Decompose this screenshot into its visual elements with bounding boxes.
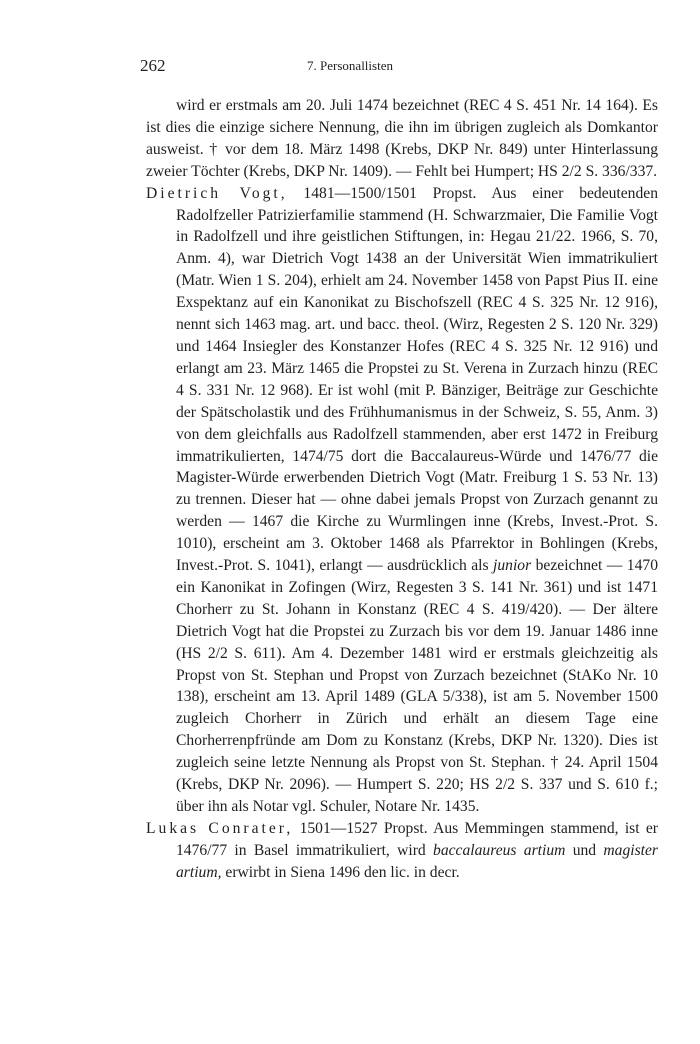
- running-title: 7. Personallisten: [307, 58, 393, 73]
- entry-lukas-conrater: [146, 818, 658, 884]
- entry-text: 1481—1500/1501 Propst. Aus einer bedeutenden Radolfzeller Patrizierfamilie stammend (H. Schwarzmaier, Die Familie Vogt in Radolfzell und ihre geistlichen Stiftungen, in: Hegau 21/22. 1966, S. 70, Anm. 4), war Dietrich Vogt 1438 an der Universität Wien immatrikuliert (Matr. Wien 1 S. 204), erhielt am 24. November 1458 von Papst Pius II. eine Exspektanz auf ein Kanonikat zu Bischofszell (REC 4 S. 325 Nr. 12 916), nennt sich 1463 mag. art. und bacc. theol. (Wirz, Regesten 2 S. 120 Nr. 329) und 1464 Insiegler des Konstanzer Hofes (REC 4 S. 325 Nr. 12 916) und erlangt am 23. März 1465 die Propstei zu St. Verena in Zurzach hinzu (REC 4 S. 331 Nr. 12 968). Er ist wohl (mit P. Bänziger, Beiträge zur Geschichte der Spätscholastik und des Frühhumanismus in der Schweiz, S. 55, Anm. 3) von dem gleichfalls aus Radolfzell stammenden, aber erst 1472 in Freiburg immatrikulierten, 1474/75 dort die Baccalaureus-Würde und 1476/77 die Magister-Würde erwerbenden Dietrich Vogt (Matr. Freiburg 1 S. 53 Nr. 13) zu trennen. Dieser hat — ohne dabei jemals Propst von Zurzach genannt zu werden — 1467 die Kirche zu Wurmlingen inne (Krebs, Invest.-Prot. S. 1010), erscheint am 3. Oktober 1468 als Pfarrektor in Bohlingen (Krebs, Invest.-Prot. S. 1041), erlangt — ausdrücklich als: [176, 184, 658, 575]
- person-name: Dietrich Vogt,: [146, 184, 288, 202]
- entry-text: wird er erstmals am 20. Juli 1474 bezeichnet (REC 4 S. 451 Nr. 14 164). Es ist dies die einzige sichere Nennung, die ihn im übrigen zugleich als Domkantor ausweist. † vor dem 18. März 1498 (Krebs, DKP Nr. 849) unter Hinterlassung zweier Töchter (Krebs, DKP Nr. 1409). — Fehlt bei Humpert; HS 2/2 S. 336/337.: [146, 97, 658, 180]
- entry-text-continued: erwirbt in Siena 1496 den lic. in decr.: [221, 863, 460, 881]
- page-number: 262: [140, 56, 166, 75]
- text-body: [146, 95, 658, 884]
- italic-term: junior: [493, 557, 532, 575]
- entry-paragraph: [146, 183, 658, 818]
- italic-term-2: magister artium,: [176, 841, 658, 881]
- entry-text: 1501—1527 Propst. Aus Memmingen stammend, ist er 1476/77 in Basel immatrikuliert, wird: [176, 819, 658, 859]
- entry-text-middle: und: [565, 841, 604, 859]
- italic-term: baccalaureus artium: [433, 841, 566, 859]
- entry-dietrich-vogt: [146, 183, 658, 818]
- entry-continuation: [146, 95, 658, 183]
- entry-paragraph: [146, 818, 658, 884]
- page-header: [0, 56, 700, 78]
- entry-text-continued: bezeichnet — 1470 ein Kanonikat in Zofingen (Wirz, Regesten 3 S. 141 Nr. 361) und ist 1471 Chorherr zu St. Johann in Konstanz (REC 4 S. 419/420). — Der ältere Dietrich Vogt hat die Propstei zu Zurzach bis vor dem 19. Januar 1486 inne (HS 2/2 S. 611). Am 4. Dezember 1481 wird er erstmals gleichzeitig als Propst von St. Stephan und Propst von Zurzach bezeichnet (StAKo Nr. 10 138), erscheint am 13. April 1489 (GLA 5/338), ist am 5. November 1500 zugleich Chorherr in Zürich und erhält an diesem Tage eine Chorherrenpfründe am Dom zu Konstanz (Krebs, DKP Nr. 1320). Dies ist zugleich seine letzte Nennung als Propst von St. Stephan. † 24. April 1504 (Krebs, DKP Nr. 2096). — Humpert S. 220; HS 2/2 S. 337 und S. 610 f.; über ihn als Notar vgl. Schuler, Notare Nr. 1435.: [176, 557, 658, 815]
- person-name: Lukas Conrater,: [146, 819, 294, 837]
